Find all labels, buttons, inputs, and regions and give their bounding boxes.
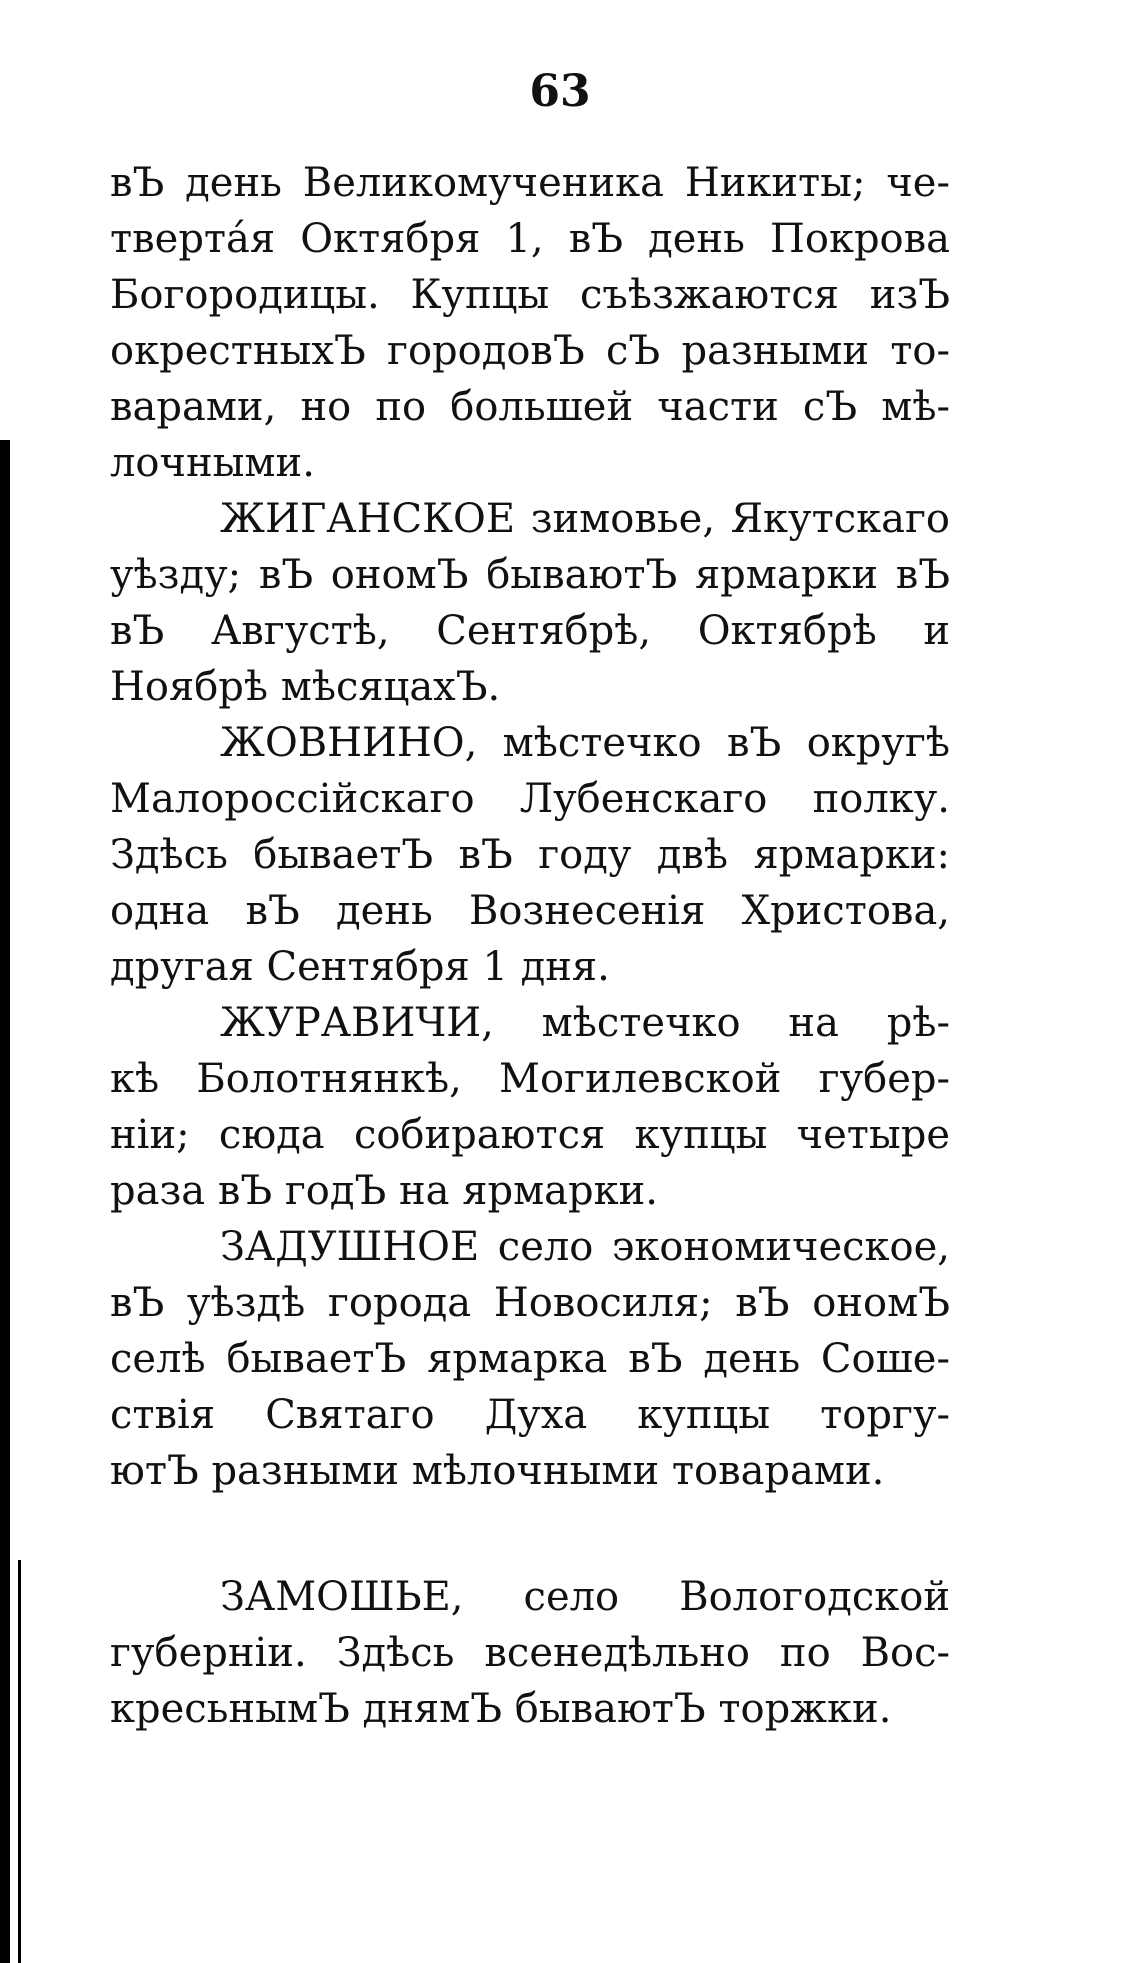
entry-heading-line: ЗАМОШЬЕ, село Вологодской	[220, 1574, 950, 1620]
text-line: губерніи. Здѣсь всенедѣльно по Вос-	[110, 1630, 950, 1676]
text-line: уѣзду; вЪ ономЪ бываютЪ ярмарки вЪ	[110, 552, 950, 598]
text-line: варами, но по большей части сЪ мѣ-	[110, 384, 950, 430]
text-body	[110, 155, 950, 1737]
entry-heading-line: ЖОВНИНО, мѣстечко вЪ округѣ	[220, 720, 950, 766]
text-line: Здѣсь бываетЪ вЪ году двѣ ярмарки:	[110, 832, 950, 878]
page-number: 63	[529, 66, 591, 117]
text-line: Ноябрѣ мѣсяцахЪ.	[110, 664, 501, 710]
text-line: кѣ Болотнянкѣ, Могилевской губер-	[110, 1056, 950, 1102]
binding-edge	[0, 440, 10, 1963]
text-line: тверта́я Октября 1, вЪ день Покрова	[110, 216, 950, 262]
text-line: другая Сентября 1 дня.	[110, 944, 610, 990]
text-line: Богородицы. Купцы съѣзжаются изЪ	[110, 272, 950, 318]
binding-edge-shadow	[18, 1560, 21, 1963]
text-line: ютЪ разными мѣлочными товарами.	[110, 1448, 885, 1494]
text-line: окрестныхЪ городовЪ сЪ разными то-	[110, 328, 950, 374]
text-line: ствія Святаго Духа купцы торгу-	[110, 1392, 950, 1438]
text-line: вЪ день Великомученика Никиты; че-	[110, 160, 950, 206]
text-line: одна вЪ день Вознесенія Христова,	[110, 888, 950, 934]
text-line: вЪ уѣздѣ города Новосиля; вЪ ономЪ	[110, 1280, 950, 1326]
text-line: вЪ Августѣ, Сентябрѣ, Октябрѣ и	[110, 608, 950, 654]
text-line: раза вЪ годЪ на ярмарки.	[110, 1168, 659, 1214]
entry-heading-line: ЖУРАВИЧИ, мѣстечко на рѣ-	[220, 1000, 950, 1046]
text-line: Малороссійскаго Лубенскаго полку.	[110, 776, 950, 822]
entry-heading-line: ЗАДУШНОЕ село экономическое,	[220, 1224, 950, 1270]
text-line: селѣ бываетЪ ярмарка вЪ день Соше-	[110, 1336, 950, 1382]
text-line: кресьнымЪ днямЪ бываютЪ торжки.	[110, 1686, 892, 1732]
paragraph-gap	[110, 1499, 950, 1569]
entry-heading-line: ЖИГАНСКОЕ зимовье, Якутскаго	[220, 496, 950, 542]
text-line: лочными.	[110, 440, 315, 486]
text-line: ніи; сюда собираются купцы четыре	[110, 1112, 950, 1158]
